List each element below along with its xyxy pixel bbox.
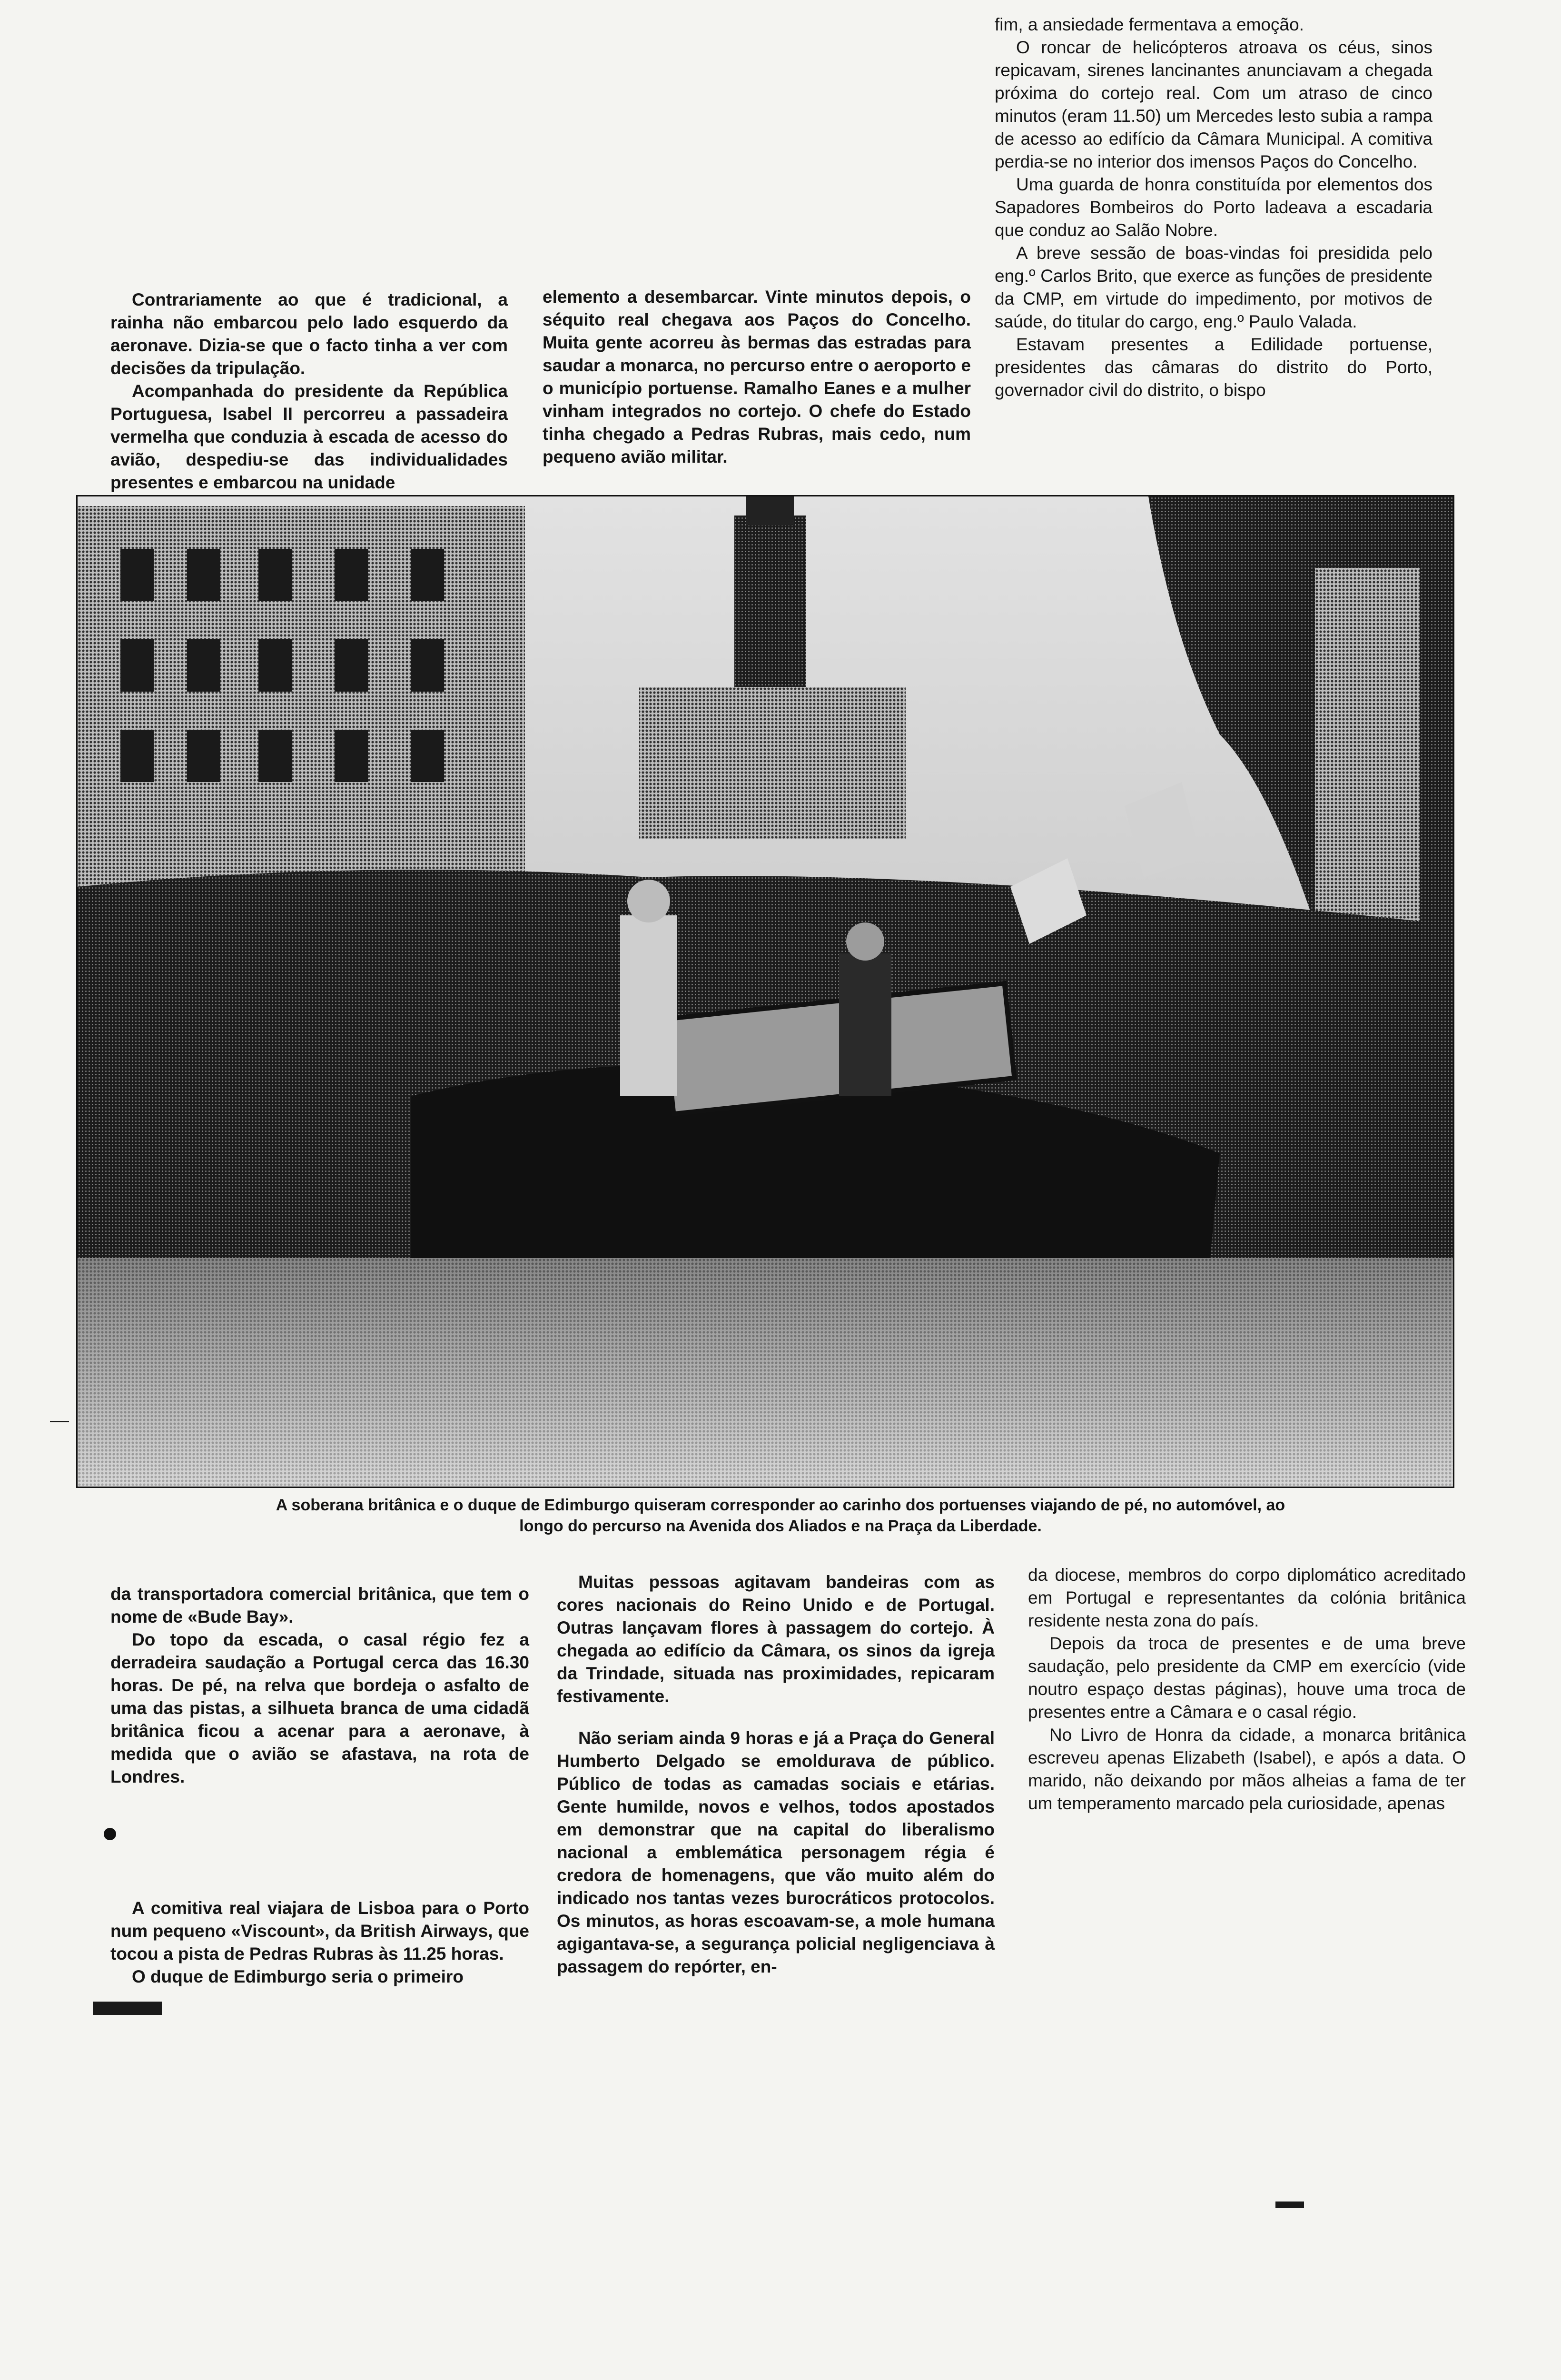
news-photo: [76, 495, 1454, 1488]
caption-line: A soberana britânica e o duque de Edimburgo quiseram corresponder ao carinho dos portuenses viajando de pé, no automóvel, ao: [276, 1496, 1285, 1514]
photo-caption: [119, 1495, 1442, 1537]
paragraph: O roncar de helicópteros atroava os céus, sinos repicavam, sirenes lancinantes anunciavam a chegada próxima do cortejo real. Com um atraso de cinco minutos (eram 11.50) um Mercedes lesto subia a rampa de acesso ao edifício da Câmara Municipal. A comitiva perdia-se no interior dos imensos Paços do Concelho.: [995, 38, 1433, 171]
paragraph: O duque de Edimburgo seria o primeiro: [132, 1967, 464, 1986]
paragraph: Do topo da escada, o casal régio fez a derradeira saudação a Portugal cerca das 16.30 horas. De pé, na relva que bordeja o asfalto de uma das pistas, a silhueta branca de uma cidadã britânica ficou a acenar para a aeronave, à medida que o avião se afastava, na rota de Londres.: [110, 1630, 529, 1786]
bullet-icon: [104, 1828, 116, 1840]
paragraph: elemento a desembarcar. Vinte minutos depois, o séquito real chegava aos Paços do Concelho. Muita gente acorreu às bermas das estradas para saudar a monarca, no percurso entre o aeroporto e o município portuense. Ramalho Eanes e a mulher vinham integrados no cortejo. O chefe do Estado tinha chegado a Pedras Rubras, mais cedo, num pequeno avião militar.: [543, 287, 971, 466]
photo-crowd-motorcade: [78, 496, 1453, 1487]
paragraph: Uma guarda de honra constituída por elementos dos Sapadores Bombeiros do Porto ladeava a escadaria que conduz ao Salão Nobre.: [995, 175, 1433, 240]
bottom-column-2: [557, 1571, 995, 1978]
scan-mark: [50, 1421, 69, 1422]
scan-smudge: [93, 2002, 162, 2015]
paragraph: Contrariamente ao que é tradicional, a rainha não embarcou pelo lado esquerdo da aeronave. Dizia-se que o facto tinha a ver com decisões da tripulação.: [110, 290, 508, 378]
top-column-3: [995, 13, 1433, 402]
paragraph: da transportadora comercial britânica, que tem o nome de «Bude Bay».: [110, 1584, 529, 1626]
paragraph: Estavam presentes a Edilidade portuense, presidentes das câmaras do distrito do Porto, governador civil do distrito, o bispo: [995, 335, 1433, 400]
paragraph: Não seriam ainda 9 horas e já a Praça do General Humberto Delgado se emoldurava de público. Público de todas as camadas sociais e etárias. Gente humilde, novos e velhos, todos apostados em demonstrar que na capital do liberalismo nacional a emblemática personagem régia é credora de homenagens, que vão muito além do indicado nos tantas vezes burocráticos protocolos. Os minutos, as horas escoavam-se, a mole humana agigantava-se, a segurança policial negligenciava à passagem do repórter, en-: [557, 1728, 995, 1976]
bottom-column-1-continued: [110, 1897, 529, 1988]
bottom-column-3: [1028, 1564, 1466, 1815]
scan-mark: [1275, 2202, 1304, 2208]
paragraph: A comitiva real viajara de Lisboa para o Porto num pequeno «Viscount», da British Airways, que tocou a pista de Pedras Rubras às 11.25 horas.: [110, 1898, 529, 1964]
paragraph: Muitas pessoas agitavam bandeiras com as cores nacionais do Reino Unido e de Portugal. Outras lançavam flores à passagem do cortejo. À chegada ao edifício da Câmara, os sinos da igreja da Trindade, situada nas proximidades, repicaram festivamente.: [557, 1572, 995, 1706]
caption-line: longo do percurso na Avenida dos Aliados e na Praça da Liberdade.: [519, 1517, 1042, 1535]
paragraph: da diocese, membros do corpo diplomático acreditado em Portugal e representantes da colónia britânica residente nesta zona do país.: [1028, 1565, 1466, 1630]
top-column-2: [543, 286, 971, 468]
paragraph: A breve sessão de boas-vindas foi presidida pelo eng.º Carlos Brito, que exerce as funções de presidente da CMP, em virtude do impedimento, por motivos de saúde, do titular do cargo, eng.º Paulo Valada.: [995, 243, 1433, 331]
paragraph: Acompanhada do presidente da República Portuguesa, Isabel II percorreu a passadeira vermelha que conduzia à escada de acesso do avião, despediu-se das individualidades presentes e embarcou na unidade: [110, 381, 508, 492]
paragraph: No Livro de Honra da cidade, a monarca britânica escreveu apenas Elizabeth (Isabel), e após a data. O marido, não deixando por mãos alheias a fama de ter um temperamento marcado pela curiosidade, apenas: [1028, 1725, 1466, 1813]
top-column-1: [110, 288, 508, 494]
paragraph: fim, a ansiedade fermentava a emoção.: [995, 15, 1304, 34]
paragraph: Depois da troca de presentes e de uma breve saudação, pelo presidente da CMP em exercício (vide noutro espaço destas páginas), houve uma troca de presentes entre a Câmara e o casal régio.: [1028, 1634, 1466, 1722]
bottom-column-1: [110, 1583, 529, 1788]
